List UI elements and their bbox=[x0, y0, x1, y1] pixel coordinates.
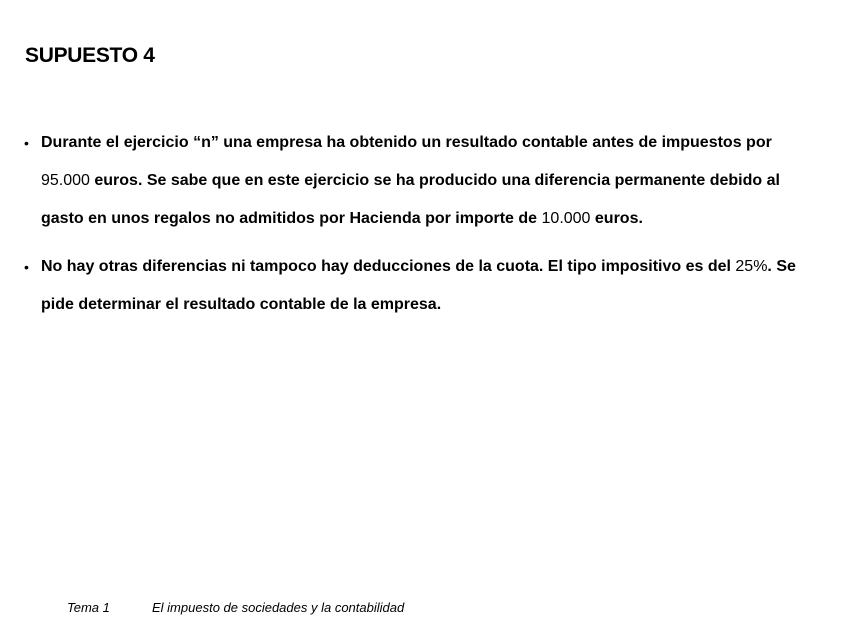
bullet-text bbox=[41, 134, 780, 227]
bullet-number-segment: 10.000 bbox=[541, 210, 591, 227]
bullet-list bbox=[22, 124, 797, 334]
bullet-number-segment: 25% bbox=[735, 258, 768, 275]
footer-description: El impuesto de sociedades y la contabilidad bbox=[152, 600, 405, 615]
bullet-item-1 bbox=[22, 124, 797, 238]
bullet-text bbox=[41, 258, 796, 313]
bullet-number-segment: 95.000 bbox=[41, 172, 90, 189]
bullet-text-segment: . Se pide determinar el resultado contable de la empresa. bbox=[41, 258, 796, 313]
bullet-marker: • bbox=[24, 259, 29, 275]
footer-tema: Tema 1 bbox=[67, 600, 110, 615]
bullet-text-segment: euros. Se sabe que en este ejercicio se ha producido una diferencia permanente debido al gasto en unos regalos no admitidos por Hacienda por importe de bbox=[41, 172, 780, 227]
slide-title: SUPUESTO 4 bbox=[25, 44, 155, 67]
bullet-text-segment: euros. bbox=[590, 210, 643, 227]
bullet-marker: • bbox=[24, 135, 29, 151]
bullet-item-2 bbox=[22, 248, 797, 324]
bullet-text-segment: No hay otras diferencias ni tampoco hay deducciones de la cuota. El tipo impositivo es del bbox=[41, 258, 736, 275]
bullet-text-segment: Durante el ejercicio “n” una empresa ha obtenido un resultado contable antes de impuestos por bbox=[41, 134, 772, 151]
